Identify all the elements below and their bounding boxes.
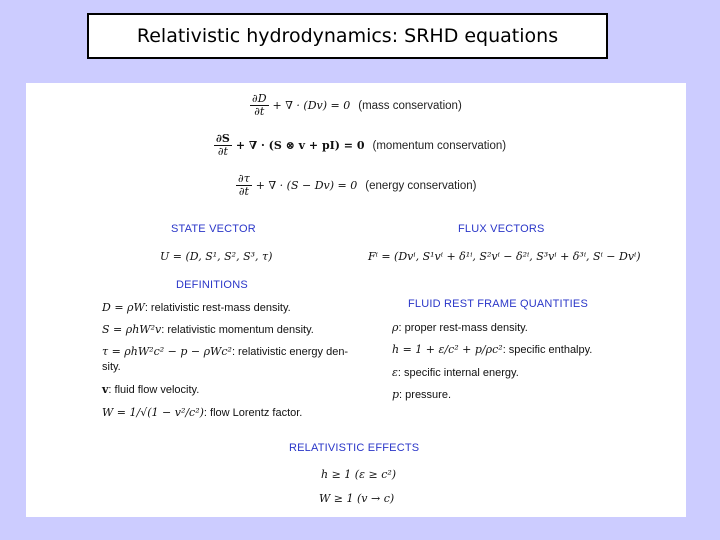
definition-item: W = 1/√(1 − v²/c²): flow Lorentz factor. xyxy=(102,406,303,419)
rest-frame-item: p: pressure. xyxy=(392,388,452,401)
enthalpy-limit: h ≥ 1 (ε ≥ c²) xyxy=(321,468,397,481)
state-vector-formula: U = (D, S¹, S², S³, τ) xyxy=(160,250,273,263)
slide-title: Relativistic hydrodynamics: SRHD equations xyxy=(87,13,608,59)
flux-vectors-heading: FLUX VECTORS xyxy=(458,223,545,235)
rest-frame-item: h = 1 + ε/c² + p/ρc²: specific enthalpy. xyxy=(392,343,593,356)
definitions-heading: DEFINITIONS xyxy=(176,279,248,291)
rest-frame-item: ρ: proper rest-mass density. xyxy=(392,321,528,334)
definition-item: D = ρW: relativistic rest-mass density. xyxy=(102,301,291,314)
mass-conservation-equation: $\frac{\partial D}{\partial t}$ + ∇ · (Dv) = 0 (mass conservation) xyxy=(252,92,462,118)
lorentz-limit: W ≥ 1 (v → c) xyxy=(319,492,395,505)
momentum-conservation-equation: $\frac{\partial S}{\partial t}$ + ∇ · (S ⊗ v + pI) = 0 (momentum conservation) xyxy=(216,132,507,158)
slide-content xyxy=(26,83,686,517)
definition-item: S = ρhW²v: relativistic momentum density. xyxy=(102,323,314,336)
relativistic-effects-heading: RELATIVISTIC EFFECTS xyxy=(289,442,420,454)
energy-conservation-equation: $\frac{\partial\tau}{\partial t}$ + ∇ · (S − Dv) = 0 (energy conservation) xyxy=(238,172,477,198)
flux-vectors-formula: Fⁱ = (Dvⁱ, S¹vⁱ + δ¹ⁱ, S²vⁱ − δ²ⁱ, S³vⁱ + δ³ⁱ, Sⁱ − Dvⁱ) xyxy=(368,250,641,263)
definition-item-continued: sity. xyxy=(102,361,121,373)
rest-frame-item: ε: specific internal energy. xyxy=(392,366,519,379)
mass-conservation-note: (mass conservation) xyxy=(358,99,462,112)
fluid-rest-frame-heading: FLUID REST FRAME QUANTITIES xyxy=(408,298,588,310)
definition-item: τ = ρhW²c² − p − ρWc²: relativistic energy den- xyxy=(102,345,349,358)
momentum-conservation-note: (momentum conservation) xyxy=(372,139,507,152)
energy-conservation-note: (energy conservation) xyxy=(365,179,477,192)
state-vector-heading: STATE VECTOR xyxy=(171,223,256,235)
definition-item: v: fluid flow velocity. xyxy=(102,383,200,396)
